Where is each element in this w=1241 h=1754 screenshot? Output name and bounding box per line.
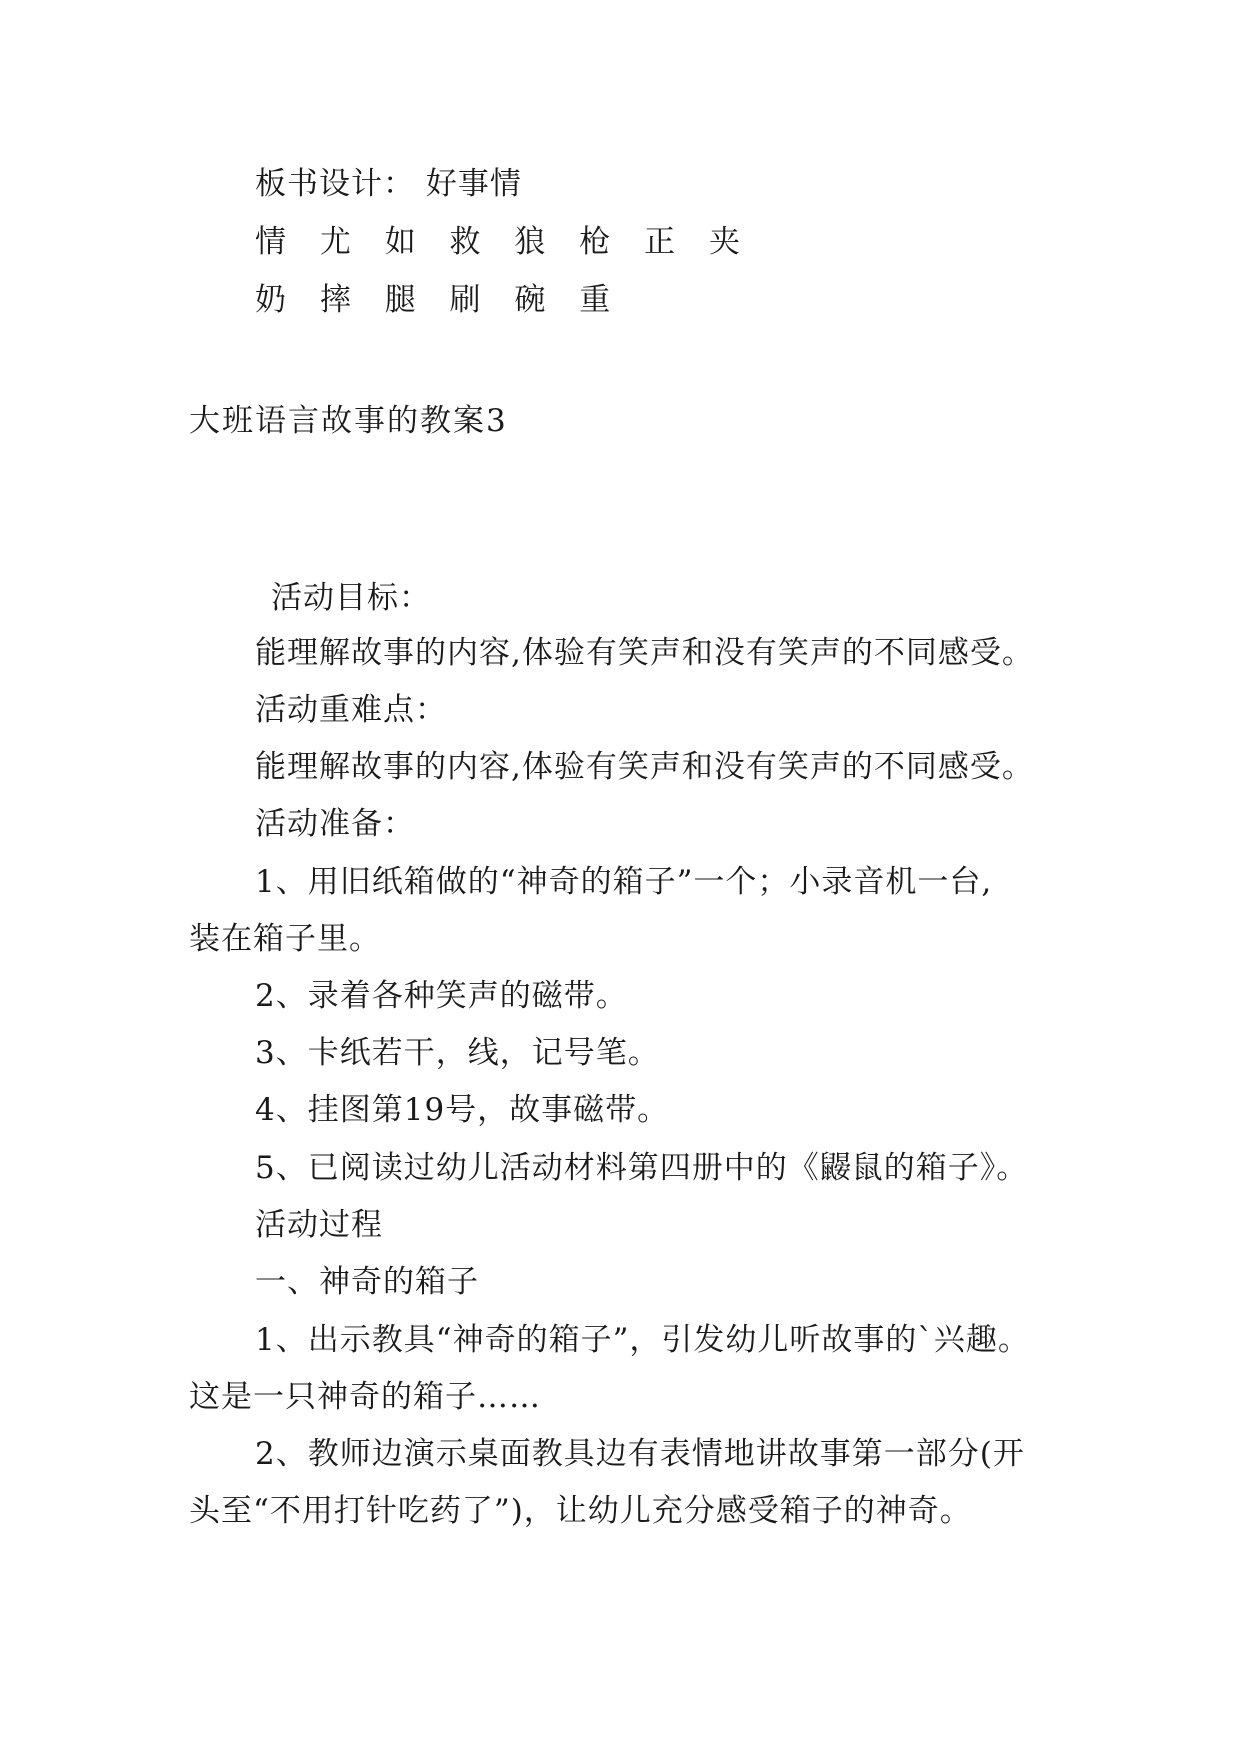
prep-item-5: 5、已阅读过幼儿活动材料第四册中的《鼹鼠的箱子》。: [255, 1150, 1029, 1186]
key-points-heading: 活动重难点：: [255, 692, 447, 728]
board-design-row-2: 奶 摔 腿 刷 碗 重: [255, 282, 623, 318]
goal-heading: 活动目标：: [271, 580, 431, 616]
process-heading: 活动过程: [255, 1207, 383, 1243]
board-design-heading: 板书设计： 好事情: [255, 166, 522, 202]
prep-item-4: 4、挂图第19号，故事磁带。: [255, 1092, 670, 1128]
step-1-line-1: 1、出示教具“神奇的箱子”，引发幼儿听故事的`兴趣。: [255, 1322, 1030, 1358]
preparation-heading: 活动准备：: [255, 806, 415, 842]
prep-item-1-line-1: 1、用旧纸箱做的“神奇的箱子”一个；小录音机一台,: [255, 864, 993, 900]
board-design-row-1: 情 尤 如 救 狼 枪 正 夹: [255, 224, 752, 260]
step-2-line-2: 头至“不用打针吃药了”)，让幼儿充分感受箱子的神奇。: [189, 1493, 972, 1529]
prep-item-1-line-2: 装在箱子里。: [189, 921, 381, 957]
prep-item-2: 2、录着各种笑声的磁带。: [255, 978, 628, 1014]
key-points-text: 能理解故事的内容,体验有笑声和没有笑声的不同感受。: [255, 749, 1034, 785]
step-2-line-1: 2、教师边演示桌面教具边有表情地讲故事第一部分(开: [255, 1436, 1025, 1472]
section-title: 大班语言故事的教案3: [189, 403, 508, 439]
step-1-line-2: 这是一只神奇的箱子……: [189, 1379, 541, 1415]
part-1-heading: 一、神奇的箱子: [255, 1264, 479, 1300]
goal-text: 能理解故事的内容,体验有笑声和没有笑声的不同感受。: [255, 635, 1034, 671]
prep-item-3: 3、卡纸若干，线，记号笔。: [255, 1035, 660, 1071]
